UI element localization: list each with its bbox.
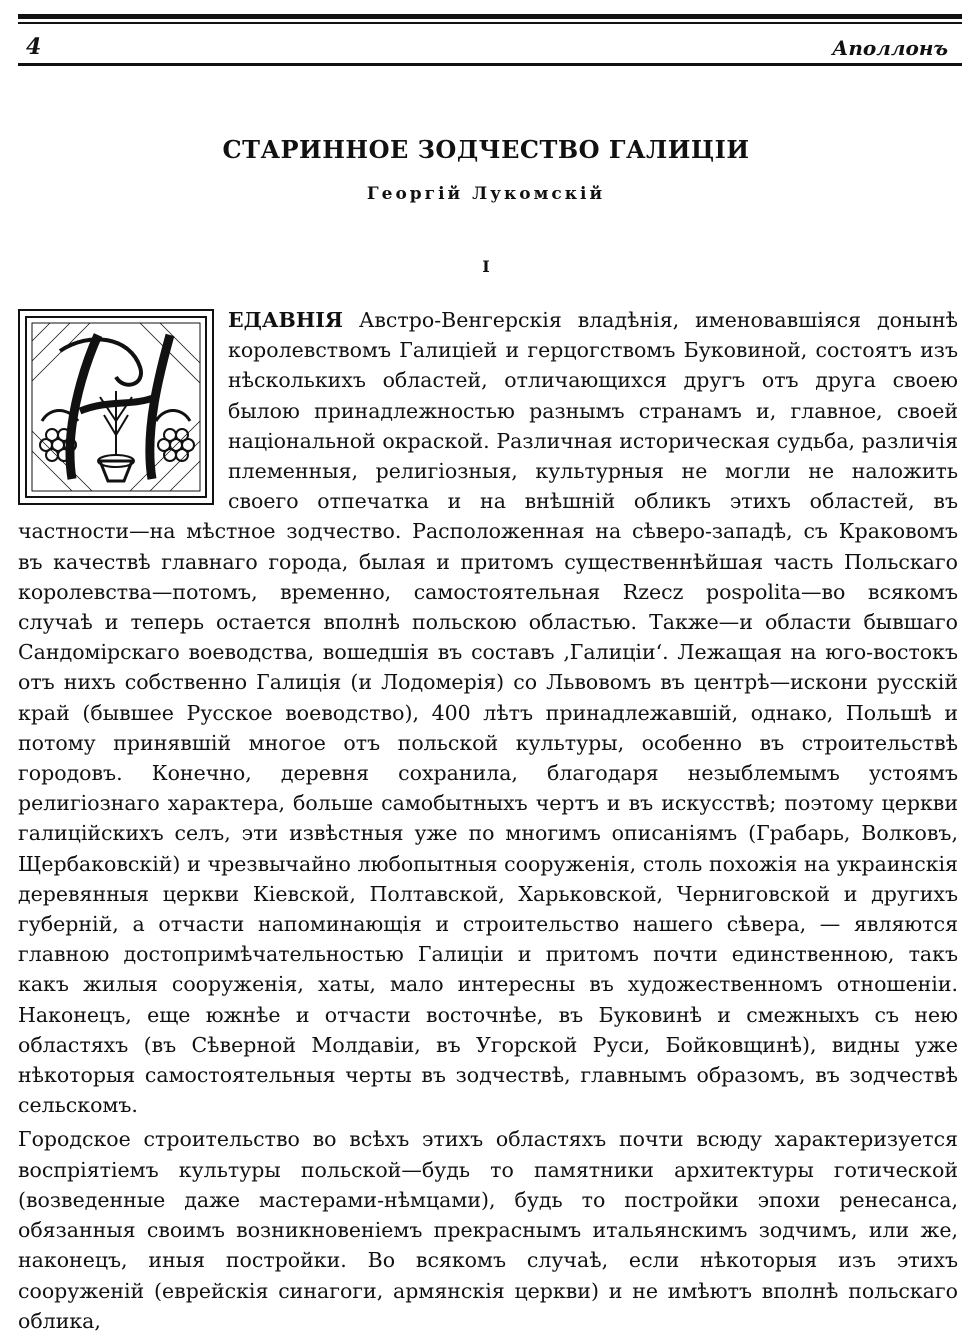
- header-rule-bottom: [18, 63, 962, 66]
- ornamental-drop-cap-letter-n-icon: [18, 309, 214, 505]
- paragraph-2: Городское строительство во всѣхъ этихъ областяхъ почти всюду характеризуется воспріятіемъ культуры польской—будь то памятники архитектуры готической (возведенные даже мастерами-нѣмцами), будь то постройки эпохи ренесанса, обязанныя своимъ возникновеніемъ прекраснымъ итальянскимъ зодчимъ, или же, наконецъ, иныя постройки. Во всякомъ случаѣ, если нѣкоторыя изъ этихъ сооруженій (еврейскія синагоги, армянскія церкви) и не имѣютъ вполнѣ польскаго облика,: [18, 1127, 958, 1333]
- page-number: 4: [26, 34, 42, 60]
- journal-running-head: Аполлонъ: [832, 36, 948, 60]
- paragraph-1: [18, 305, 958, 1120]
- first-word: ЕДАВНІЯ: [228, 308, 343, 332]
- header-rule-thin: [18, 22, 962, 24]
- header-rule-thick: [18, 14, 962, 19]
- article-title: СТАРИННОЕ ЗОДЧЕСТВО ГАЛИЦІИ: [222, 135, 750, 164]
- section-number: I: [482, 257, 490, 276]
- article-author: Георгій Лукомскій: [366, 184, 606, 204]
- paragraph-1-text: Австро-Венгерскія владѣнія, именовавшіяся донынѣ королевствомъ Галиціей и герцогствомъ Буковиной, состоятъ изъ нѣсколькихъ областей, отличающихся другъ отъ друга своею былою принадлежностью разнымъ странамъ и, главное, своей національной окраской. Различная историческая судьба, различія племенныя, религіозныя, культурныя не могли не наложить своего отпечатка и на внѣшній обликъ этихъ областей, въ частности—на мѣстное зодчество. Расположенная на сѣверо-западѣ, съ Краковомъ въ качествѣ главнаго города, былая и притомъ существеннѣйшая часть Польскаго королевства—потомъ, временно, самостоятельная Rzecz pospolita—во всякомъ случаѣ и теперь остается вполнѣ польскою областью. Также—и области бывшаго Сандомірскаго воеводства, вошедшія въ составъ ‚Галиціи‘. Лежащая на юго-востокъ отъ нихъ собственно Галиція (и Лодомерія) со Львовомъ въ центрѣ—искони русскій край (бывшее Русское воеводство), 400 лѣтъ принадлежавшій, однако, Польшѣ и потому принявшій многое отъ польской культуры, особенно въ строительствѣ городовъ. Конечно, деревня сохранила, благодаря незыблемымъ устоямъ религіознаго характера, больше самобытныхъ чертъ и въ искусствѣ; поэтому церкви галиційскихъ селъ, эти извѣстныя уже по многимъ описаніямъ (Грабарь, Волковъ, Щербаковскій) и чрезвычайно любопытныя сооруженія, столь похожія на украинскія деревянныя церкви Кіевской, Полтавской, Харьковской, Черниговской и другихъ губерній, а отчасти напоминающія и строительство нашего сѣвера, — являются главною достопримѣчательностью Галиціи и притомъ почти единственною, такъ какъ жилыя сооруженія, хаты, мало интересны въ художественномъ отношеніи. Наконецъ, еще южнѣе и отчасти восточнѣе, въ Буковинѣ и смежныхъ съ нею областяхъ (въ Сѣверной Молдавіи, въ Угорской Руси, Бойковщинѣ), видны уже нѣкоторыя самостоятельныя черты въ зодчествѣ, главнымъ образомъ, въ зодчествѣ сельскомъ.: [18, 308, 958, 1118]
- article-body: [18, 305, 958, 1336]
